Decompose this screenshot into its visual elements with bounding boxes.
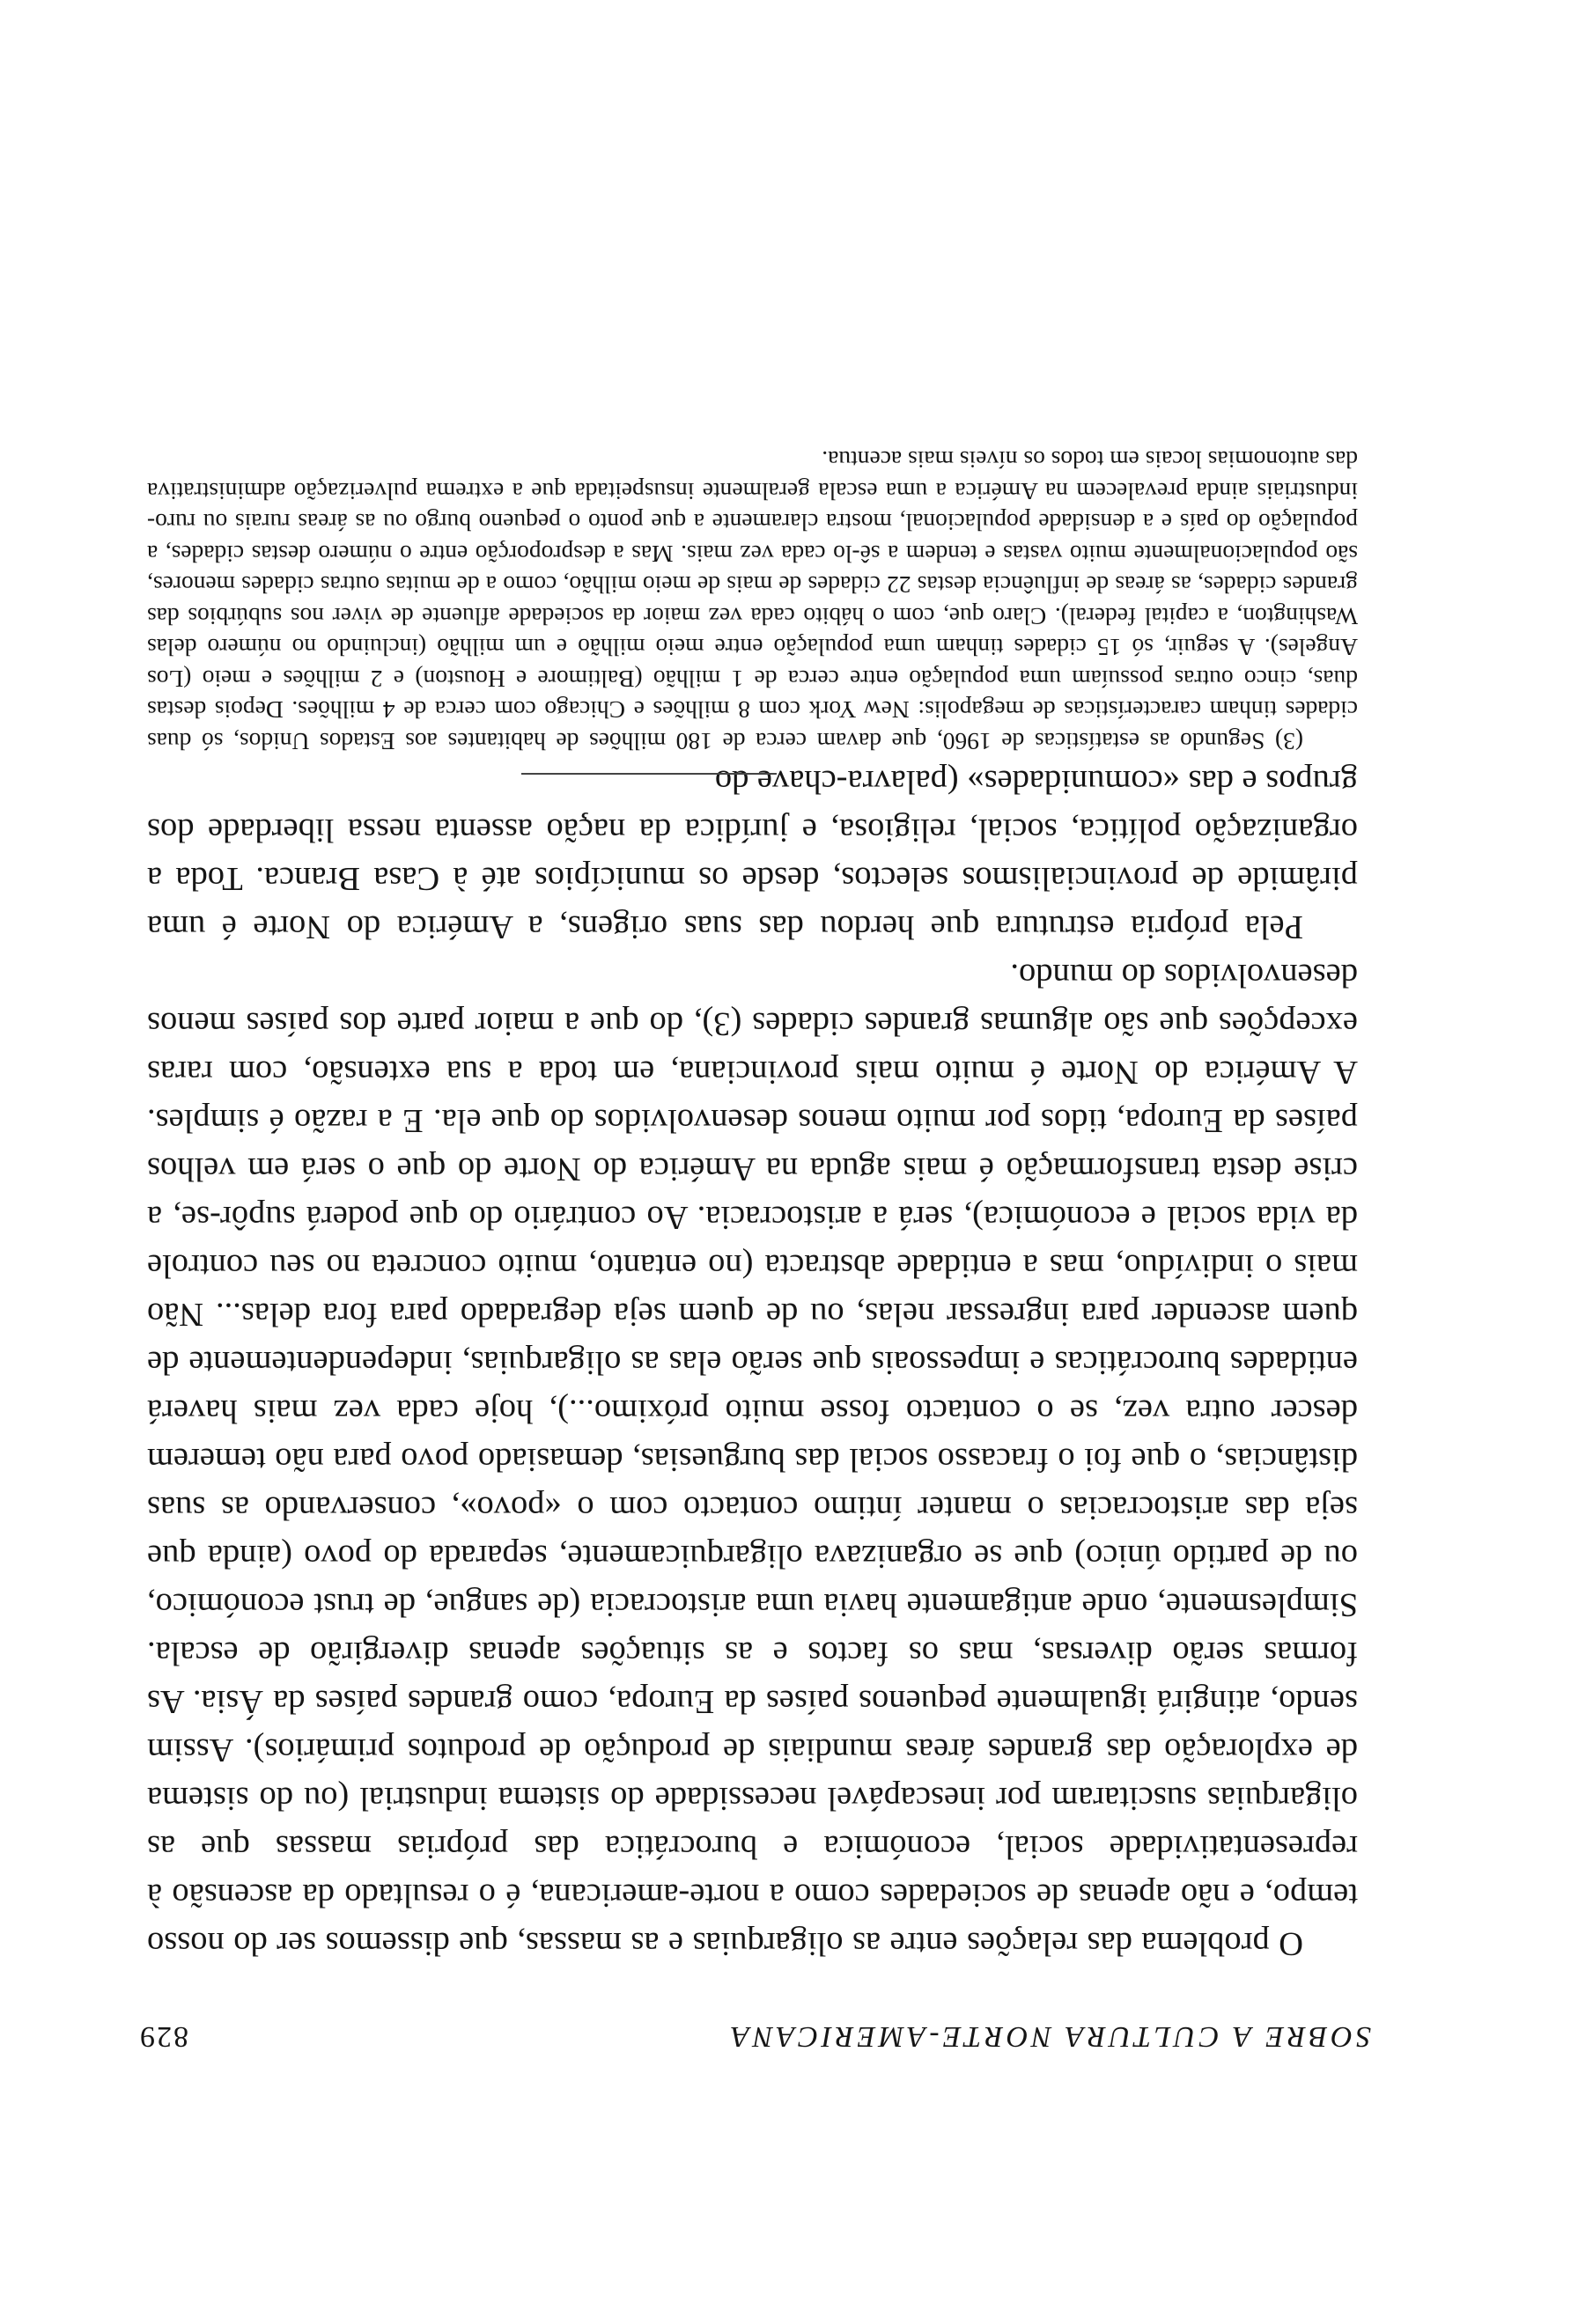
footnote-separator — [521, 773, 777, 775]
footnote: (3) Segundo as estatísticas de 1960, que davam cerca de 180 milhões de habitantes aos Estados Unidos, só duas cidades tinham características de megapolis: New York com 8 milhões e Chicago com cerca de 4 milhões. Depois destas duas, cinco outras possuíam uma população entre cerca de 1 milhão (Baltimore e Houston) e 2 milhões e meio (Los Angeles). A seguir, só 15 cidades tinham uma população entre meio milhão e um milhão (incluindo no número delas Washington, a capital federal). Claro que, com o hábito cada vez maior da sociedade afluente de viver nos subúrbios das grandes cidades, as áreas de influência destas 22 cidades de mais de meio milhão, como a de muitas outras cidades menores, são populacionalmente muito vastas e tendem a sê-lo cada vez mais. Mas a desproporção entre o número destas cidades, a população do país e a densidade populacional, mostra claramente a que ponto o pequeno burgo ou as áreas rurais ou ruro-industriais ainda prevalecem na América a uma escala geralmente insuspeitada que a extrema pulverização administrativa das autonomias locais em todos os níveis mais acentua. — [147, 446, 1358, 755]
body-paragraph: O problema das relações entre as oligarquias e as massas, que dissemos ser do nosso tempo, e não apenas de sociedades como a norte-americana, é o resultado da ascensão à representatividade social, económica e burocrática das próprias massas que as oligarquias suscitaram por inescapável necessidade do sistema industrial (ou do sistema de exploração das grandes áreas mundiais de produção de produtos primários). Assim sendo, atingirá igualmente pequenos países da Europa, como grandes países da Ásia. As formas serão diversas, mas os factos e as situações apenas divergirão de escala. Simplesmente, onde antigamente havia uma aristocracia (de sangue, de trust económico, ou de partido único) que se organizava oligarquicamente, separada do povo (ainda que seja das aristocracias o manter íntimo contacto com o «povo», conservando as suas distâncias, o que foi o fracasso social das burguesias, demasiado povo para não temerem descer outra vez, se o contacto fosse muito próximo...), hoje cada vez mais haverá entidades burocráticas e impessoais que serão elas as oligarquias, independentemente de quem ascender para ingressar nelas, ou de quem seja degradado para fora delas... Não mais o indivíduo, mas a entidade abstracta (no entanto, muito concreta no seu controle da vida social e económica), será a aristocracia. Ao contrário do que poderá supôr-se, a crise desta transformação é mais aguda na América do Norte do que o será em velhos países da Europa, tidos por muito menos desenvolvidos do que ela. E a razão é simples. A América do Norte é muito mais provinciana, em toda a sua extensão, com raras excepções que são algumas grandes cidades (3), do que a maior parte dos países menos desenvolvidos do mundo. — [147, 957, 1358, 1962]
body-text — [147, 757, 1358, 1967]
running-head: SOBRE A CULTURA NORTE-AMERICANA — [727, 2020, 1371, 2053]
body-paragraph: Pela própria estrutura que herdou das suas origens, a América do Norte é uma pirâmide de provincialismos selectos, desde os municípios até à Casa Branca. Toda a organização política, social, religiosa, e jurídica da nação assenta nessa liberdade dos grupos e das «comunidades» (palavra-chave do — [147, 763, 1358, 945]
page-header — [138, 2009, 1371, 2053]
page-number: 829 — [138, 2020, 188, 2053]
